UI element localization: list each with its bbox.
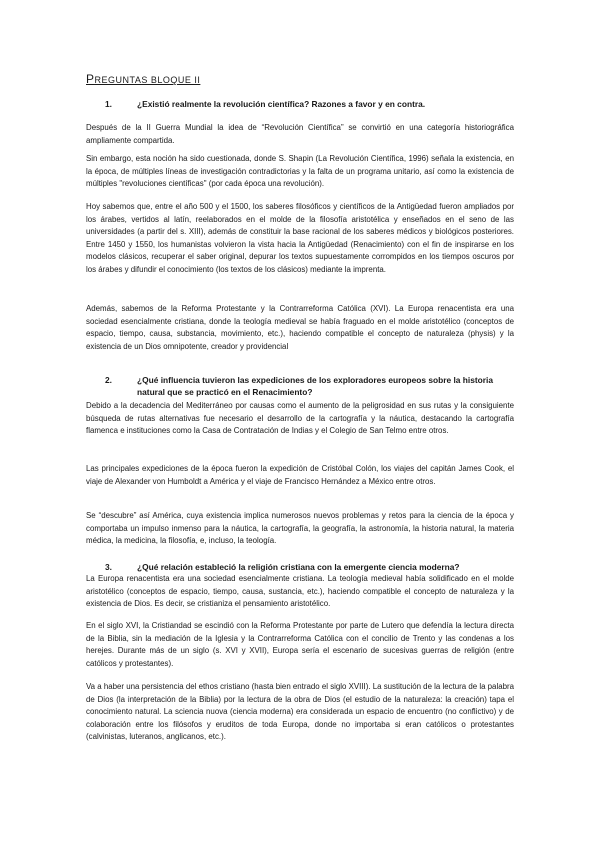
question-text: ¿Qué influencia tuvieron las expediciones de los exploradores europeos sobre la historia natural que se practicó en el Renacimiento?: [137, 375, 494, 398]
paragraph: Va a haber una persistencia del ethos cristiano (hasta bien entrado el siglo XVIII). La sustitución de la lectura de la palabra de Dios (la interpretación de la Biblia) por la lectura de la obra de Dios (el estudio de la naturaleza: la creación) tapa el conocimiento natural. La sciencia nuova (ciencia moderna) era considerada un espacio de encuentro (no conflictivo) y de colaboración entre los filósofos y eruditos de toda Europa, donde no importaba si eran católicos o protestantes (calvinistas, luteranos, anglicanos, etc.).: [86, 682, 514, 742]
paragraph: Además, sabemos de la Reforma Protestante y la Contrarreforma Católica (XVI). La Europa renacentista era una sociedad esencialmente cristiana, donde la teología medieval se había fraguado en el molde aristotélico (conceptos de espacio, tiempo, causa, substancia, movimiento, etc.), haciendo compatible el concepto de naturaleza (physis) y la existencia de un Dios omnipotente, creador y providencial: [86, 304, 514, 351]
question-text: ¿Existió realmente la revolución científica? Razones a favor y en contra.: [137, 99, 426, 109]
paragraph: Se “descubre” así América, cuya existencia implica numerosos nuevos problemas y retos para la ciencia de la época y comportaba un impulso inmenso para la náutica, la cartografía, la geografía, la astronomía, la historia natural, la materia médica, la medicina, la filosofía, e, incluso, la teología.: [86, 511, 514, 546]
paragraph: La Europa renacentista era una sociedad esencialmente cristiana. La teología medieval había solidificado en el molde aristotélico (conceptos de espacio, tiempo, causa, sustancia, etc.), haciendo compatible el concepto de naturaleza y la existencia de Dios. Es decir, se cristianiza el pensamiento aristotélico.: [86, 574, 514, 609]
heading-text: REGUNTAS BLOQUE II: [94, 75, 201, 85]
question-text: ¿Qué relación estableció la religión cristiana con la emergente ciencia moderna?: [137, 562, 460, 572]
heading-initial: P: [86, 72, 95, 86]
question-number: 1.: [105, 99, 112, 109]
paragraph: Las principales expediciones de la época fueron la expedición de Cristóbal Colón, los viajes del capitán James Cook, el viaje de Alexander von Humboldt a América y el viaje de Francisco Hernández a México entre otros.: [86, 464, 514, 486]
question-number: 3.: [105, 562, 112, 572]
paragraph: Debido a la decadencia del Mediterráneo por causas como el aumento de la peligrosidad en sus rutas y la consiguiente búsqueda de rutas alternativas fue necesario el desarrollo de la cartografía y la náutica, destacando la cartografía flamenca e instituciones como la Casa de Contratación de Indias y el Colegio de San Telmo entre otros.: [86, 401, 514, 436]
paragraph: En el siglo XVI, la Cristiandad se escindió con la Reforma Protestante por parte de Lutero que defendía la lectura directa de la Biblia, sin la mediación de la Iglesia y la Contrarreforma Católica con el concilio de Trento y las condenas a los herejes. Durante más de un siglo (s. XVI y XVII), Europa sería el escenario de sucesivas guerras de religión (entre católicos y protestantes).: [86, 621, 514, 668]
question-number: 2.: [105, 375, 112, 385]
paragraph: Sin embargo, esta noción ha sido cuestionada, donde S. Shapin (La Revolución Científica, 1996) señala la existencia, en la época, de múltiples líneas de investigación contradictorias y la falta de un programa unitario, así como la existencia de múltiples "revoluciones científicas" (por cada época una revolución).: [86, 154, 514, 189]
document-heading: [86, 72, 200, 86]
paragraph: Después de la II Guerra Mundial la idea de “Revolución Científica” se convirtió en una categoría historiográfica ampliamente compartida.: [86, 123, 514, 145]
paragraph: Hoy sabemos que, entre el año 500 y el 1500, los saberes filosóficos y científicos de la Antigüedad fueron ampliados por los árabes, vertidos al latín, reelaborados en el molde de la filosofía aristotélica y enseñados en el seno de las universidades (a partir del s. XIII), además de constituir la base racional de los saberes médicos y biológicos posteriores. Entre 1450 y 1550, los humanistas volvieron la vista hacia la Antigüedad (Renacimiento) con el fin de inspirarse en los modelos clásicos, recuperar el saber original, depurar los textos supuestamente corrompidos en los tiempos oscuros por los árabes y difundir el conocimiento (los textos de los clásicos) mediante la imprenta.: [86, 202, 514, 274]
